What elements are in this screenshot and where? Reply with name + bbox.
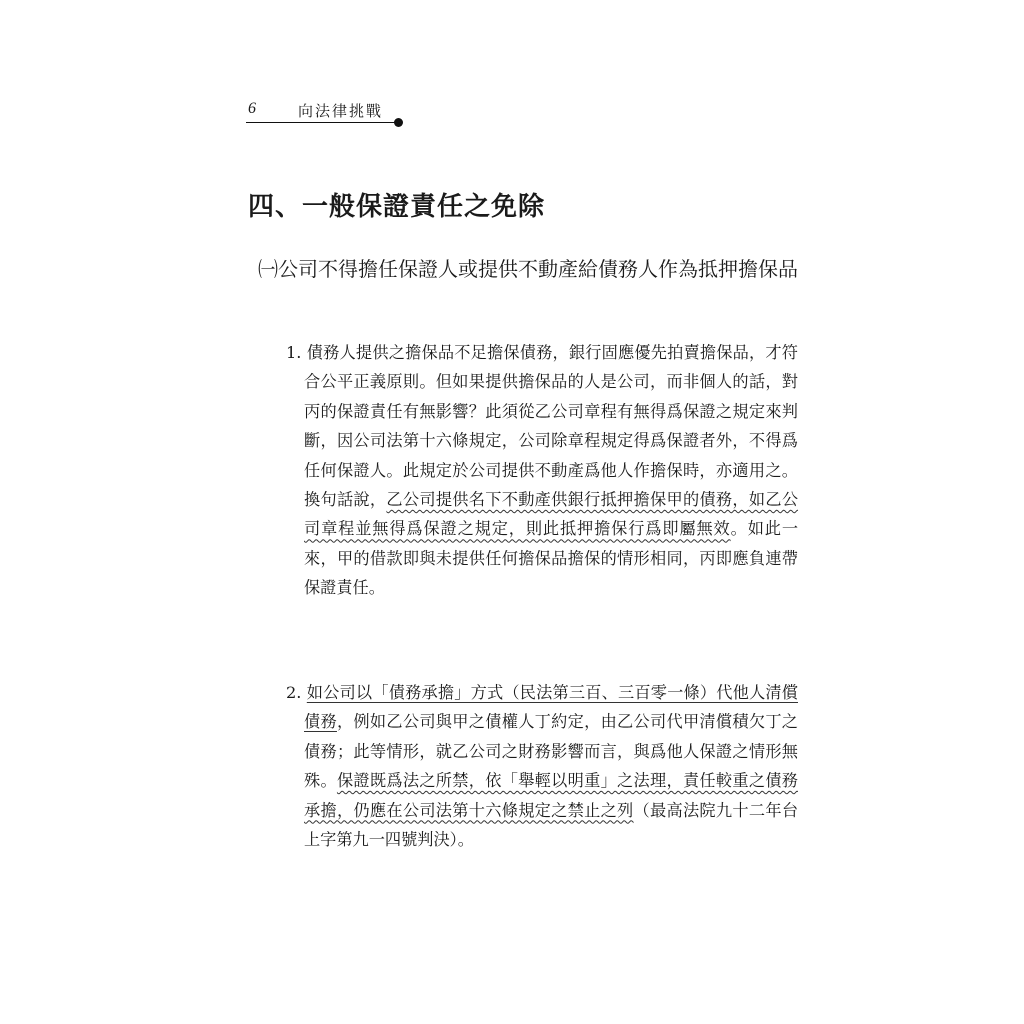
emphasized-text: 如公司以「債務承擔」方式（民法第三百、三百零一條）代他人清償債務 — [304, 683, 798, 732]
emphasized-text: 保證既爲法之所禁，依「舉輕以明重」之法理，責任較重之債務承擔，仍應在公司法第十六條規定之禁止之列 — [304, 771, 798, 820]
header-dot-ornament — [394, 118, 403, 127]
emphasized-text: 乙公司提供名下不動產供銀行抵押擔保甲的債務，如乙公司章程並無得爲保證之規定，則此抵押擔保行爲即屬無效 — [304, 490, 799, 539]
subsection-title: ㈠公司不得擔任保證人或提供不動產給債務人作為抵押擔保品 — [258, 257, 798, 281]
list-item-1 — [286, 338, 798, 603]
item-number: 1. — [286, 343, 302, 362]
item-text: 債務人提供之擔保品不足擔保債務，銀行固應優先拍賣擔保品，才符合公平正義原則。但如果提供擔保品的人是公司，而非個人的話，對丙的保證責任有無影響？此須從乙公司章程有無得爲保證之規定來判斷，因公司法第十六條規定，公司除章程規定得爲保證者外，不得爲任何保證人。此規定於公司提供不動產爲他人作擔保時，亦適用之。換句話說， — [304, 343, 798, 510]
page-header — [246, 100, 402, 124]
section-title: 四、一般保證責任之免除 — [248, 192, 546, 222]
item-number: 2. — [286, 683, 302, 702]
item-text: ，例如乙公司與甲之債權人丁約定，由乙公司代甲清償積欠丁之債務；此等情形，就乙公司之財務影響而言，與爲他人保證之情形無殊。 — [304, 712, 798, 791]
item-text: （最高法院九十二年台上字第九一四號判決）。 — [304, 800, 799, 850]
running-title: 向法律挑戰 — [298, 102, 384, 120]
header-rule — [246, 122, 396, 123]
list-item-2 — [286, 678, 798, 854]
item-text: 。如此一來，甲的借款即與未提供任何擔保品擔保的情形相同，丙即應負連帶保證責任。 — [304, 519, 799, 598]
page-number: 6 — [248, 100, 256, 117]
